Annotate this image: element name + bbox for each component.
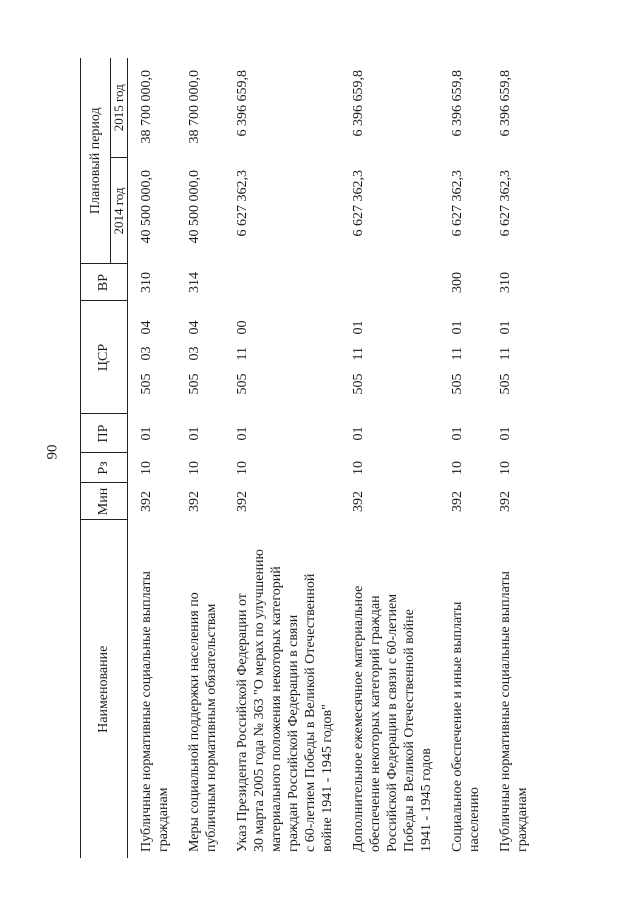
row-csr-part: 04 <box>187 320 202 335</box>
row-name-line: с 60-летием Победы в Великой Отечественной <box>303 573 318 852</box>
table-row <box>128 58 181 858</box>
rotated-page-content <box>80 58 640 858</box>
header-name: Наименование <box>81 520 128 858</box>
header-rz: Рз <box>81 453 128 483</box>
row-rz: 10 <box>498 461 513 475</box>
row-year-2015: 6 396 659,8 <box>498 69 513 137</box>
row-year-2015: 38 700 000,0 <box>187 69 202 144</box>
row-name-line: Социальное обеспечение и иные выплаты <box>450 601 465 852</box>
row-min: 392 <box>450 491 465 512</box>
row-csr-part: 505 <box>498 373 513 395</box>
row-vr: 314 <box>187 272 202 293</box>
table-row <box>344 58 443 858</box>
row-min: 392 <box>351 491 366 512</box>
row-vr <box>344 264 443 301</box>
row-rz: 10 <box>235 461 250 475</box>
row-name-line: Публичные нормативные социальные выплаты <box>498 571 513 852</box>
row-name-line: публичным нормативным обязательствам <box>204 603 219 852</box>
row-name-line: Победы в Великой Отечественной войне <box>402 609 417 852</box>
row-csr-part: 11 <box>235 347 250 361</box>
row-min: 392 <box>498 491 513 512</box>
header-year-2014: 2014 год <box>111 158 128 264</box>
row-year-2015: 6 396 659,8 <box>351 69 366 137</box>
row-name-line: Публичные нормативные социальные выплаты <box>139 571 154 852</box>
table-row <box>443 58 491 858</box>
table-header <box>81 58 128 858</box>
row-pr: 01 <box>235 426 250 441</box>
row-rz: 10 <box>187 461 202 475</box>
row-rz: 10 <box>139 461 154 475</box>
row-csr <box>344 301 443 414</box>
header-vr: ВР <box>81 264 128 301</box>
row-min: 392 <box>187 491 202 512</box>
row-csr <box>491 301 539 414</box>
row-year-2014: 40 500 000,0 <box>187 170 202 244</box>
row-rz: 10 <box>351 461 366 475</box>
row-pr: 01 <box>351 426 366 441</box>
row-year-2014: 40 500 000,0 <box>139 170 154 244</box>
row-csr-part: 505 <box>351 373 366 395</box>
row-name-line: гражданам <box>156 787 171 852</box>
row-name-line: материального положения некоторых категорий <box>269 566 284 852</box>
row-rz: 10 <box>450 461 465 475</box>
row-pr: 01 <box>498 426 513 441</box>
row-csr-part: 505 <box>139 373 154 395</box>
row-csr-part: 00 <box>235 320 250 335</box>
row-year-2015: 6 396 659,8 <box>450 69 465 137</box>
budget-table <box>80 58 539 858</box>
table-body <box>128 58 540 858</box>
row-name-line: 1941 - 1945 годов <box>419 748 434 852</box>
row-vr: 310 <box>498 272 513 293</box>
header-pr: ПР <box>81 414 128 453</box>
row-name-line: граждан Российской Федерации в связи <box>286 614 301 852</box>
row-name <box>128 520 181 858</box>
row-name-line: Российской Федерации в связи с 60-летием <box>385 593 400 852</box>
row-csr-part: 03 <box>187 346 202 361</box>
table-row <box>228 58 344 858</box>
row-csr-part: 01 <box>351 320 366 335</box>
row-name <box>344 520 443 858</box>
row-name-line: Меры социальной поддержки населения по <box>187 592 202 852</box>
row-csr-part: 505 <box>187 373 202 395</box>
row-csr <box>180 301 228 414</box>
row-csr-part: 505 <box>235 373 250 395</box>
row-csr-part: 01 <box>450 320 465 335</box>
row-name-line: войне 1941 - 1945 годов" <box>320 704 335 852</box>
row-year-2014: 6 627 362,3 <box>450 170 465 237</box>
row-csr-part: 01 <box>498 320 513 335</box>
row-csr-part: 11 <box>498 347 513 361</box>
row-pr: 01 <box>450 426 465 441</box>
row-csr <box>128 301 181 414</box>
row-name-line: Дополнительное ежемесячное материальное <box>351 585 366 852</box>
row-year-2014: 6 627 362,3 <box>498 170 513 237</box>
row-name-line: Указ Президента Российской Федерации от <box>235 593 250 852</box>
row-year-2014: 6 627 362,3 <box>235 170 250 237</box>
row-csr-part: 03 <box>139 346 154 361</box>
header-year-2015: 2015 год <box>111 58 128 158</box>
row-csr-part: 04 <box>139 320 154 335</box>
header-min: Мин <box>81 483 128 520</box>
table-row <box>491 58 539 858</box>
row-pr: 01 <box>139 426 154 441</box>
row-csr <box>443 301 491 414</box>
row-min: 392 <box>235 491 250 512</box>
row-vr <box>228 264 344 301</box>
header-plan-period: Плановый период <box>81 58 111 264</box>
row-name <box>491 520 539 858</box>
row-name <box>180 520 228 858</box>
row-name <box>443 520 491 858</box>
row-csr-part: 11 <box>351 347 366 361</box>
row-vr: 310 <box>139 272 154 293</box>
row-year-2015: 38 700 000,0 <box>139 69 154 144</box>
row-name-line: обеспечение некоторых категорий граждан <box>368 595 383 852</box>
row-csr-part: 505 <box>450 373 465 395</box>
row-year-2015: 6 396 659,8 <box>235 69 250 137</box>
row-pr: 01 <box>187 426 202 441</box>
row-year-2014: 6 627 362,3 <box>351 170 366 237</box>
header-csr: ЦСР <box>81 301 128 414</box>
row-vr: 300 <box>450 272 465 293</box>
row-name <box>228 520 344 858</box>
row-name-line: 30 марта 2005 года № 363 "О мерах по улучшению <box>252 549 267 852</box>
row-min: 392 <box>139 491 154 512</box>
page-number: 90 <box>44 444 61 460</box>
row-name-line: гражданам <box>515 787 530 852</box>
row-name-line: населению <box>467 787 482 852</box>
table-row <box>180 58 228 858</box>
row-csr-part: 11 <box>450 347 465 361</box>
row-csr <box>228 301 344 414</box>
